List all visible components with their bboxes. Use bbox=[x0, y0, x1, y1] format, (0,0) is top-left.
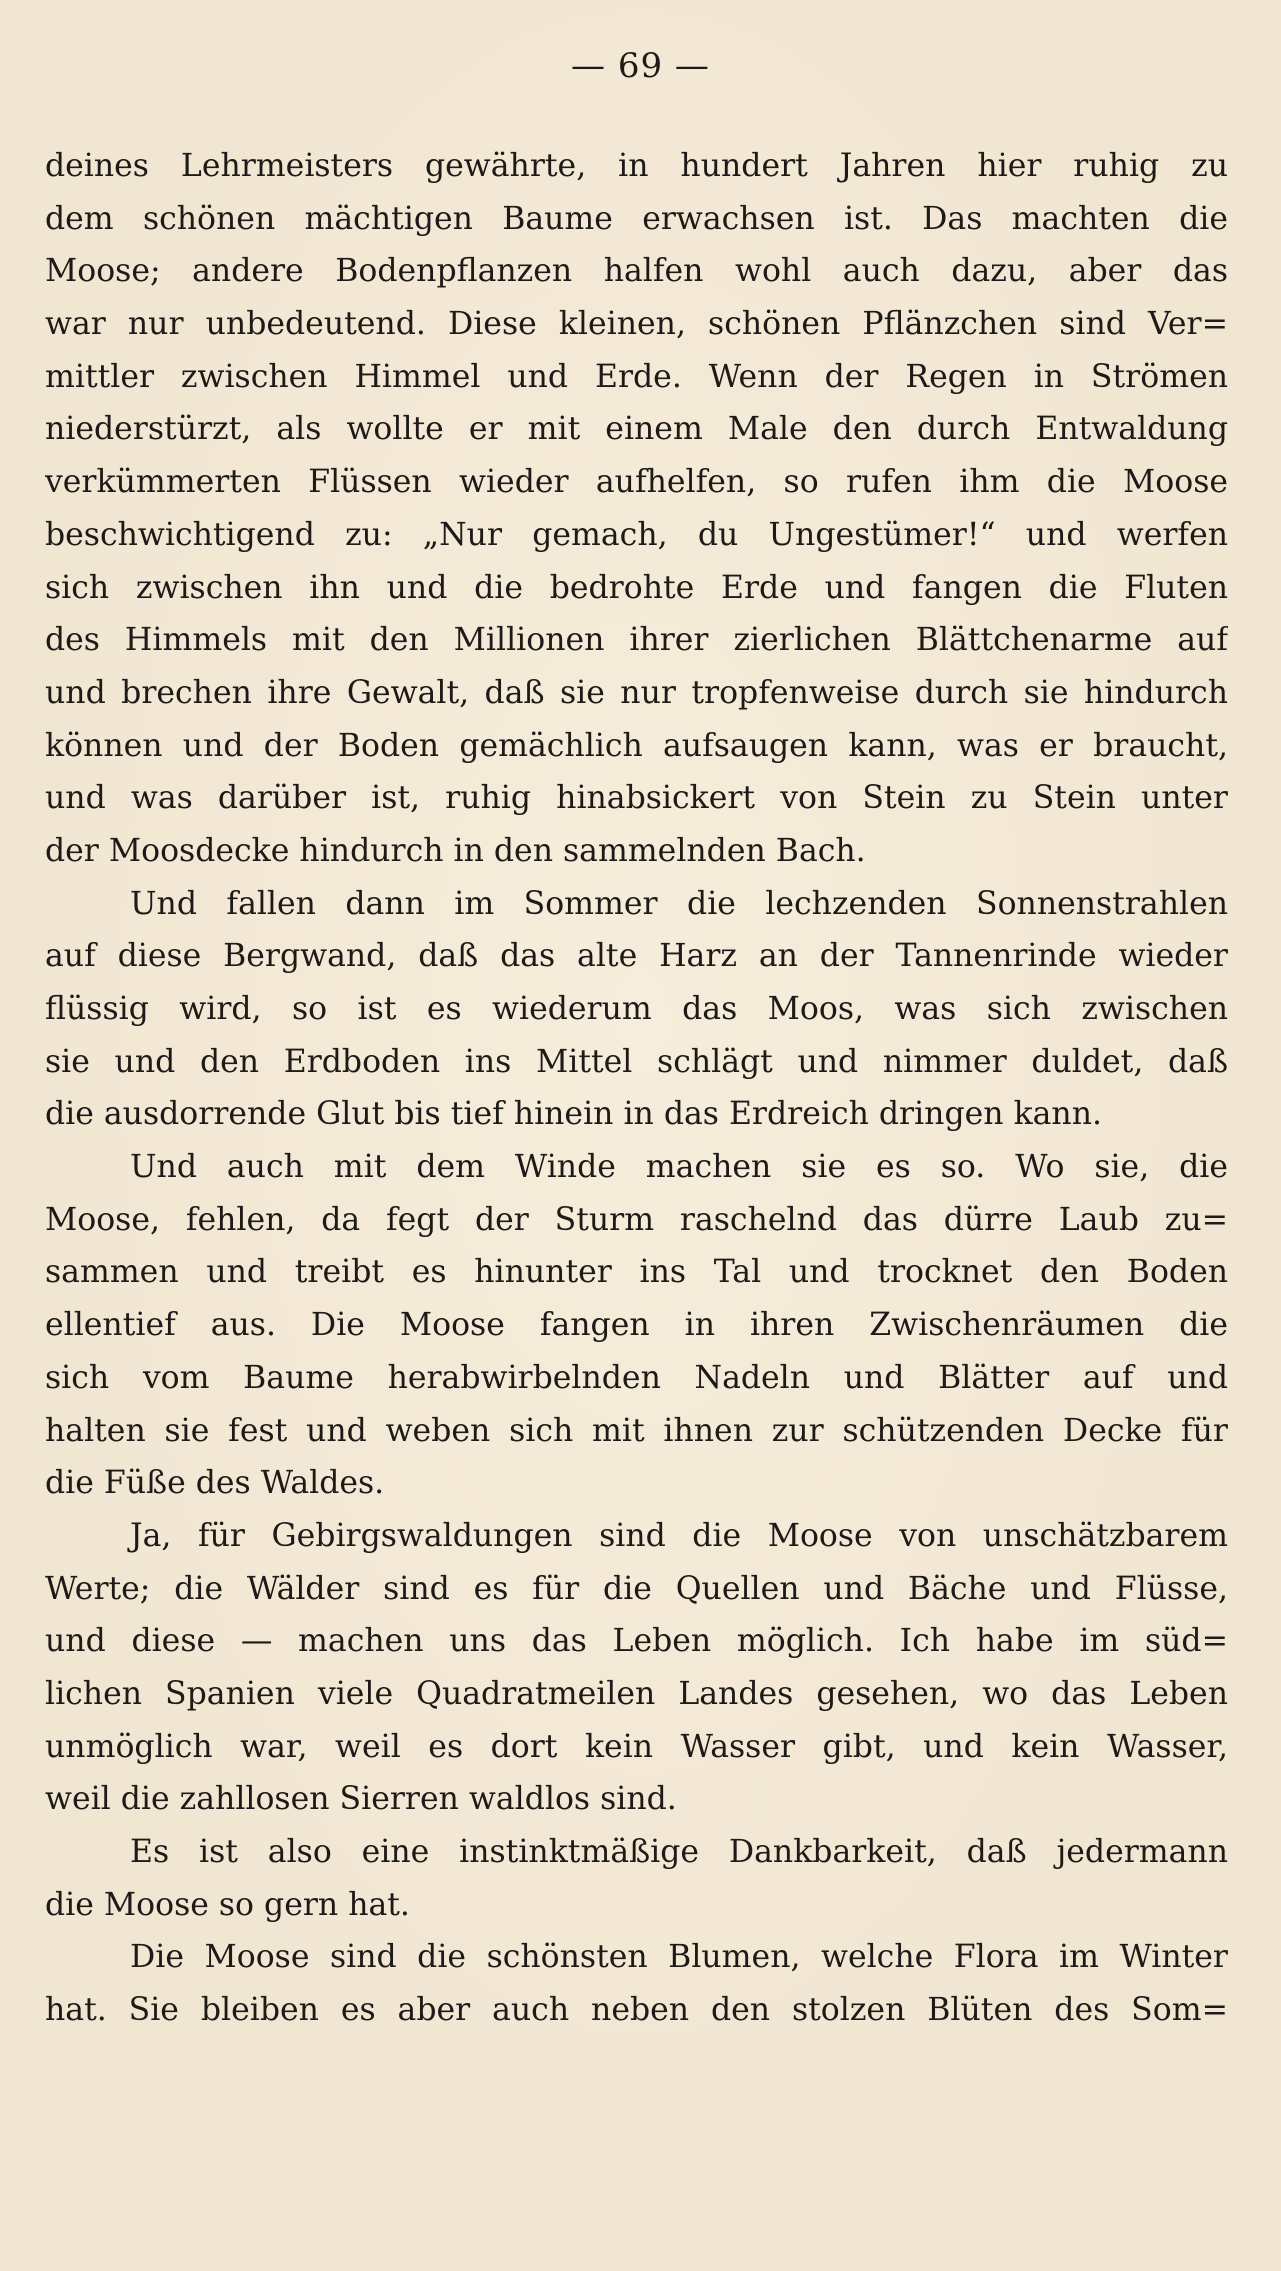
text-line: ellentief aus. Die Moose fangen in ihren Zwischenräumen die bbox=[45, 1307, 1228, 1344]
text-line: Und auch mit dem Winde machen sie es so. Wo sie, die bbox=[130, 1149, 1228, 1186]
text-line: Und fallen dann im Sommer die lechzenden Sonnenstrahlen bbox=[130, 885, 1228, 922]
text-line: des Himmels mit den Millionen ihrer zierlichen Blättchenarme auf bbox=[45, 622, 1228, 659]
text-line: sich zwischen ihn und die bedrohte Erde und fangen die Fluten bbox=[45, 569, 1228, 606]
text-line: deines Lehrmeisters gewährte, in hundert Jahren hier ruhig zu bbox=[45, 148, 1228, 184]
text-line: hat. Sie bleiben es aber auch neben den stolzen Blüten des Som= bbox=[45, 1992, 1228, 2029]
text-line: Es ist also eine instinktmäßige Dankbarkeit, daß jedermann bbox=[130, 1834, 1228, 1870]
text-line: unmöglich war, weil es dort kein Wasser gibt, und kein Wasser, bbox=[45, 1728, 1228, 1765]
text-line: die Moose so gern hat. bbox=[45, 1886, 410, 1923]
text-line: weil die zahllosen Sierren waldlos sind. bbox=[45, 1781, 677, 1818]
text-line: lichen Spanien viele Quadratmeilen Landes gesehen, wo das Leben bbox=[45, 1675, 1228, 1712]
text-line: war nur unbedeutend. Diese kleinen, schönen Pflänzchen sind Ver= bbox=[45, 306, 1228, 343]
text-line: und brechen ihre Gewalt, daß sie nur tropfenweise durch sie hindurch bbox=[45, 674, 1228, 711]
text-line: dem schönen mächtigen Baume erwachsen ist. Das machten die bbox=[45, 200, 1228, 237]
text-line: sich vom Baume herabwirbelnden Nadeln und Blätter auf und bbox=[45, 1359, 1228, 1396]
body-text bbox=[45, 140, 1228, 2037]
text-line: niederstürzt, als wollte er mit einem Male den durch Entwaldung bbox=[45, 411, 1228, 448]
text-line: der Moosdecke hindurch in den sammelnden Bach. bbox=[45, 832, 866, 869]
text-line: Die Moose sind die schönsten Blumen, welche Flora im Winter bbox=[130, 1939, 1228, 1976]
text-line: flüssig wird, so ist es wiederum das Moos, was sich zwischen bbox=[45, 991, 1228, 1027]
text-line: sie und den Erdboden ins Mittel schlägt und nimmer duldet, daß bbox=[45, 1043, 1228, 1080]
text-line: Moose, fehlen, da fegt der Sturm raschelnd das dürre Laub zu= bbox=[45, 1201, 1228, 1238]
text-line: und was darüber ist, ruhig hinabsickert von Stein zu Stein unter bbox=[45, 780, 1228, 817]
text-line: halten sie fest und weben sich mit ihnen zur schützenden Decke für bbox=[45, 1412, 1228, 1449]
page-number: — 69 — bbox=[571, 46, 710, 86]
text-line: die Füße des Waldes. bbox=[45, 1465, 385, 1502]
text-line: sammen und treibt es hinunter ins Tal und trocknet den Boden bbox=[45, 1254, 1228, 1291]
text-line: auf diese Bergwand, daß das alte Harz an der Tannenrinde wieder bbox=[45, 938, 1228, 975]
text-line: die ausdorrende Glut bis tief hinein in das Erdreich dringen kann. bbox=[45, 1096, 1103, 1133]
text-line: verkümmerten Flüssen wieder aufhelfen, so rufen ihm die Moose bbox=[45, 464, 1228, 501]
text-line: Werte; die Wälder sind es für die Quellen und Bäche und Flüsse, bbox=[45, 1570, 1228, 1607]
text-line: beschwichtigend zu: „Nur gemach, du Ungestümer!“ und werfen bbox=[45, 516, 1228, 553]
text-line: Moose; andere Bodenpflanzen halfen wohl auch dazu, aber das bbox=[45, 253, 1228, 290]
text-line: mittler zwischen Himmel und Erde. Wenn der Regen in Strömen bbox=[45, 358, 1228, 395]
text-line: können und der Boden gemächlich aufsaugen kann, was er braucht, bbox=[45, 727, 1228, 764]
text-line: Ja, für Gebirgswaldungen sind die Moose von unschätzbarem bbox=[130, 1517, 1228, 1554]
text-line: und diese — machen uns das Leben möglich. Ich habe im süd= bbox=[45, 1623, 1228, 1660]
